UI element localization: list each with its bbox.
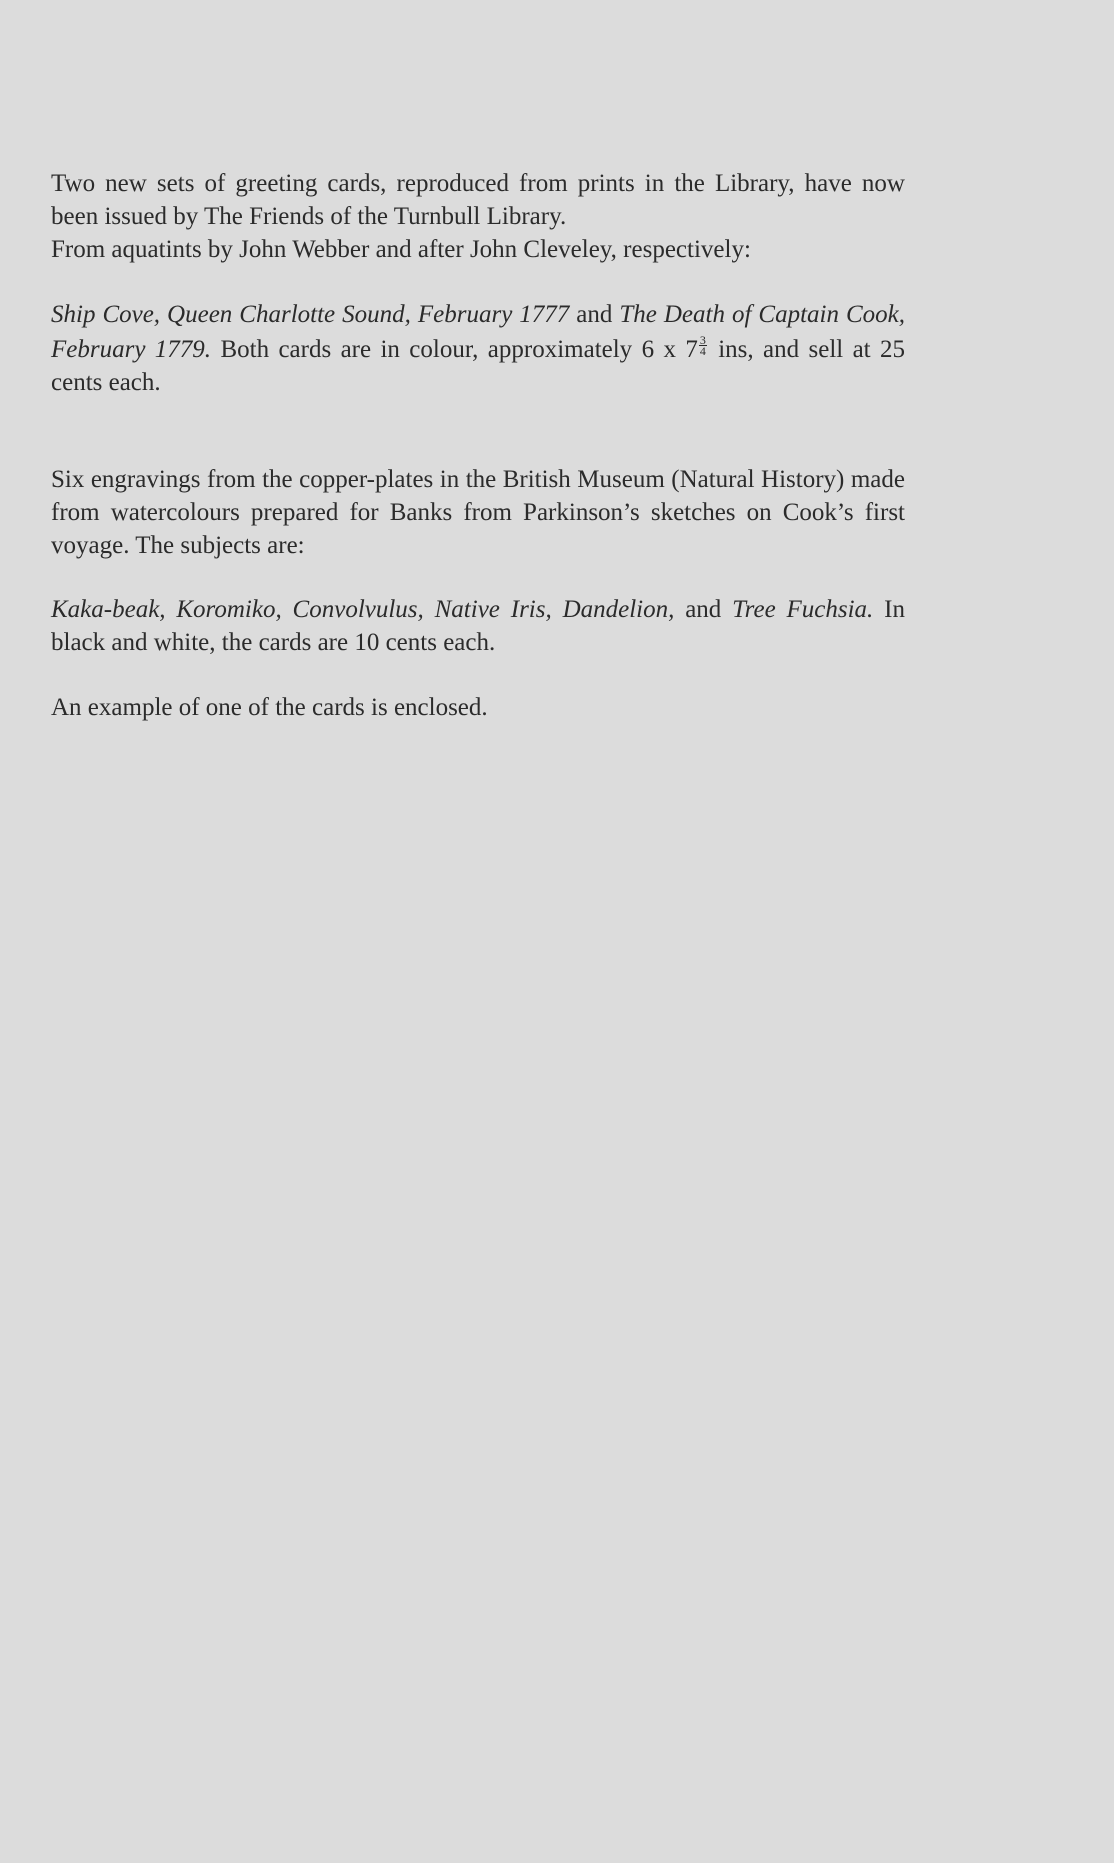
aquatints-text: From aquatints by John Webber and after John Cleveley, respectively: [51,236,751,263]
fraction [698,331,709,364]
engraving-subjects-paragraph [51,593,905,659]
enclosure-text: An example of one of the cards is enclosed. [51,694,488,721]
engravings-paragraph [51,463,905,562]
subject-titles: Kaka-beak, Koromiko, Convolvulus, Native Iris, Dandelion, [51,596,675,623]
intro-text: Two new sets of greeting cards, reproduced from prints in the Library, have now been issued by The Friends of the Turnbull Library. [51,170,905,230]
conjunction-and: and [674,596,733,623]
card-price-text: ins, and sell at 25 cents each. [51,336,906,396]
fraction-numerator: 3 [699,333,706,347]
aquatint-cards-text [51,298,905,399]
title-death-of-cook: The Death of Captain Cook, February 1779. [51,301,905,363]
aquatint-cards-paragraph [51,298,905,399]
conjunction-and: and [569,301,620,328]
title-ship-cove: Ship Cove, Queen Charlotte Sound, February 1777 [51,301,570,328]
engravings-text: Six engravings from the copper-plates in the British Museum (Natural History) made from watercolours prepared for Banks from Parkinson’s sketches on Cook’s first voyage. The subjects are: [51,466,905,559]
subject-tree-fuchsia: Tree Fuchsia. [732,596,874,623]
fraction-denominator: 4 [699,344,706,358]
card-size-text: Both cards are in colour, approximately 6 x 7 [211,336,698,363]
engraving-price-text: In black and white, the cards are 10 cents each. [51,596,905,656]
enclosure-paragraph [51,691,905,724]
intro-paragraph [51,167,905,266]
engraving-subjects-text [51,593,905,659]
